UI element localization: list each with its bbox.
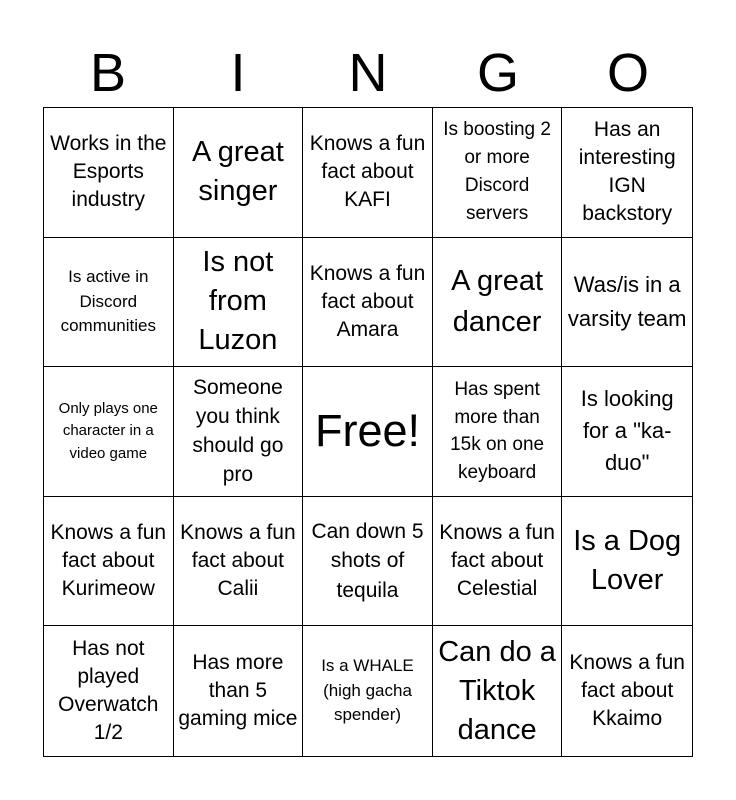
bingo-cell[interactable] <box>174 626 304 756</box>
header-letter-b: B <box>89 43 127 103</box>
cell-text: Only plays one character in a video game <box>58 399 158 462</box>
cell-text: Someone you think should go pro <box>192 376 284 487</box>
bingo-cell[interactable] <box>303 626 433 756</box>
cell-text: Can down 5 shots of tequila <box>311 519 424 602</box>
bingo-cell[interactable] <box>44 238 174 368</box>
cell-text: Is a WHALE (high gacha spender) <box>321 656 414 725</box>
bingo-cell[interactable] <box>562 626 692 756</box>
cell-text: Was/is in a varsity team <box>567 272 687 331</box>
cell-text: Knows a fun fact about Celestial <box>439 521 555 601</box>
bingo-cell[interactable] <box>562 367 692 497</box>
cell-text: Has spent more than 15k on one keyboard <box>450 379 545 483</box>
cell-text: Knows a fun fact about Calii <box>180 521 296 601</box>
bingo-cell[interactable] <box>562 497 692 627</box>
cell-text: Knows a fun fact about Amara <box>309 261 426 341</box>
cell-text: Can do a Tiktok dance <box>438 635 556 746</box>
bingo-grid <box>43 107 693 757</box>
bingo-cell[interactable] <box>433 626 563 756</box>
bingo-cell[interactable] <box>303 367 433 497</box>
cell-text: Has more than 5 gaming mice <box>178 651 298 731</box>
bingo-cell[interactable] <box>44 497 174 627</box>
bingo-header <box>43 42 693 104</box>
cell-text: Is active in Discord communities <box>60 267 156 336</box>
bingo-cell[interactable] <box>303 497 433 627</box>
cell-text: Works in the Esports industry <box>50 132 167 212</box>
header-letter-o: O <box>606 43 649 103</box>
cell-text: Free! <box>314 405 420 457</box>
bingo-cell[interactable] <box>44 367 174 497</box>
cell-text: Is looking for a "ka-duo" <box>580 386 674 476</box>
bingo-cell[interactable] <box>303 238 433 368</box>
bingo-cell[interactable] <box>174 108 304 238</box>
bingo-cell[interactable] <box>433 497 563 627</box>
cell-text: Has an interesting IGN backstory <box>578 118 676 226</box>
header-letter-i: I <box>230 43 246 103</box>
cell-text: Knows a fun fact about Kkaimo <box>569 651 685 731</box>
cell-text: Knows a fun fact about KAFI <box>309 132 426 212</box>
bingo-cell[interactable] <box>174 497 304 627</box>
bingo-cell[interactable] <box>433 238 563 368</box>
bingo-cell[interactable] <box>303 108 433 238</box>
cell-text: A great dancer <box>451 264 544 338</box>
cell-text: Has not played Overwatch 1/2 <box>58 637 159 745</box>
bingo-cell[interactable] <box>433 367 563 497</box>
cell-text: A great singer <box>191 136 284 208</box>
bingo-cell[interactable] <box>562 238 692 368</box>
bingo-cell[interactable] <box>44 108 174 238</box>
header-letter-g: G <box>476 43 519 103</box>
header-letter-n: N <box>348 43 388 103</box>
cell-text: Is boosting 2 or more Discord servers <box>443 119 551 225</box>
bingo-cell[interactable] <box>174 367 304 497</box>
bingo-cell[interactable] <box>174 238 304 368</box>
cell-text: Knows a fun fact about Kurimeow <box>50 521 167 601</box>
bingo-cell[interactable] <box>44 626 174 756</box>
cell-text: Is a Dog Lover <box>573 525 682 597</box>
bingo-cell[interactable] <box>433 108 563 238</box>
cell-text: Is not from Luzon <box>198 246 278 357</box>
bingo-cell[interactable] <box>562 108 692 238</box>
